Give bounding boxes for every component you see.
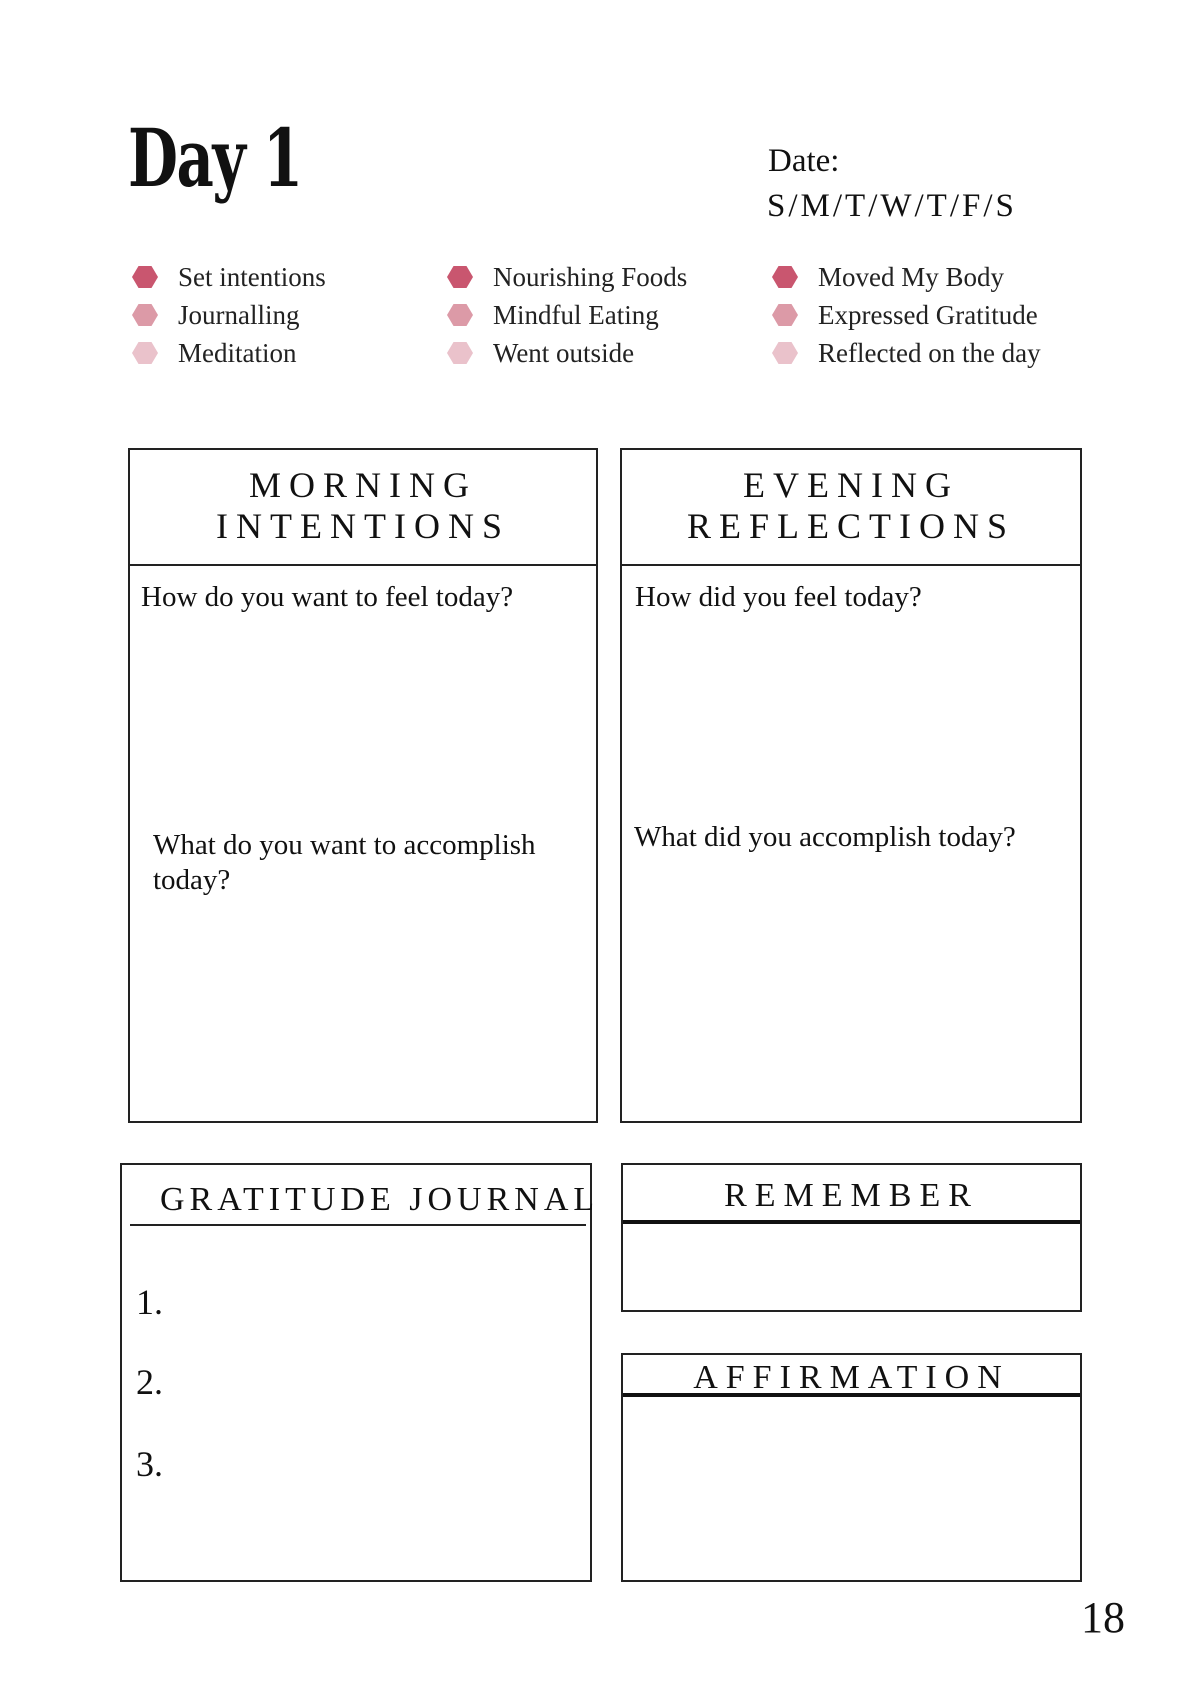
checklist-label: Reflected on the day	[818, 337, 1041, 368]
checklist-label: Set intentions	[178, 261, 326, 292]
divider	[623, 1393, 1080, 1397]
checklist-item[interactable]	[772, 296, 1041, 334]
hexagon-icon	[132, 342, 158, 364]
divider	[623, 1220, 1080, 1224]
weekday-selector: S/M/T/W/T/F/S	[767, 188, 1017, 224]
checklist-column-1	[132, 258, 326, 372]
checklist-item[interactable]	[132, 334, 326, 372]
gratitude-journal-title: GRATITUDE JOURNAL	[160, 1181, 600, 1218]
feel-prompt[interactable]: How do you want to feel today?	[141, 581, 514, 613]
hexagon-icon	[772, 266, 798, 288]
checklist-item[interactable]	[447, 334, 687, 372]
affirmation-box[interactable]	[621, 1353, 1082, 1582]
checklist-column-3	[772, 258, 1041, 372]
checklist-item[interactable]	[132, 296, 326, 334]
checklist-item[interactable]	[772, 334, 1041, 372]
checklist-column-2	[447, 258, 687, 372]
title-line: EVENING	[743, 465, 959, 505]
morning-intentions-box	[128, 448, 598, 1123]
gratitude-item-1[interactable]: 1.	[136, 1282, 163, 1322]
hexagon-icon	[132, 304, 158, 326]
gratitude-item-2[interactable]: 2.	[136, 1362, 163, 1402]
checklist-label: Went outside	[493, 337, 635, 368]
checklist-item[interactable]	[772, 258, 1041, 296]
feel-prompt[interactable]: How did you feel today?	[635, 581, 922, 613]
title-line: INTENTIONS	[216, 506, 510, 546]
page-title: Day 1	[128, 111, 302, 205]
gratitude-item-3[interactable]: 3.	[136, 1444, 163, 1484]
page-number: 18	[1081, 1593, 1125, 1642]
checklist-label: Moved My Body	[818, 261, 1005, 292]
hexagon-icon	[772, 342, 798, 364]
divider	[622, 564, 1080, 566]
evening-reflections-box	[620, 448, 1082, 1123]
checklist-item[interactable]	[447, 258, 687, 296]
affirmation-title: AFFIRMATION	[693, 1359, 1010, 1396]
hexagon-icon	[447, 304, 473, 326]
date-label: Date:	[768, 143, 840, 179]
title-line: REFLECTIONS	[686, 506, 1015, 546]
divider	[130, 1224, 586, 1226]
hexagon-icon	[447, 266, 473, 288]
checklist-label: Journalling	[178, 299, 300, 330]
remember-title: REMEMBER	[724, 1177, 979, 1214]
checklist-item[interactable]	[132, 258, 326, 296]
evening-reflections-title	[622, 465, 1080, 547]
gratitude-journal-box	[120, 1163, 600, 1582]
checklist-item[interactable]	[447, 296, 687, 334]
remember-box[interactable]	[621, 1163, 1082, 1312]
checklist-label: Mindful Eating	[493, 299, 659, 330]
hexagon-icon	[772, 304, 798, 326]
morning-intentions-title	[130, 465, 596, 547]
accomplish-prompt[interactable]: What did you accomplish today?	[634, 821, 1016, 853]
checklist-label: Meditation	[178, 337, 297, 368]
title-line: MORNING	[248, 465, 477, 505]
checklist-label: Expressed Gratitude	[818, 299, 1038, 330]
divider	[130, 564, 596, 566]
hexagon-icon	[132, 266, 158, 288]
hexagon-icon	[447, 342, 473, 364]
checklist-label: Nourishing Foods	[493, 261, 688, 292]
accomplish-prompt[interactable]: What do you want to accomplish today?	[153, 829, 536, 896]
